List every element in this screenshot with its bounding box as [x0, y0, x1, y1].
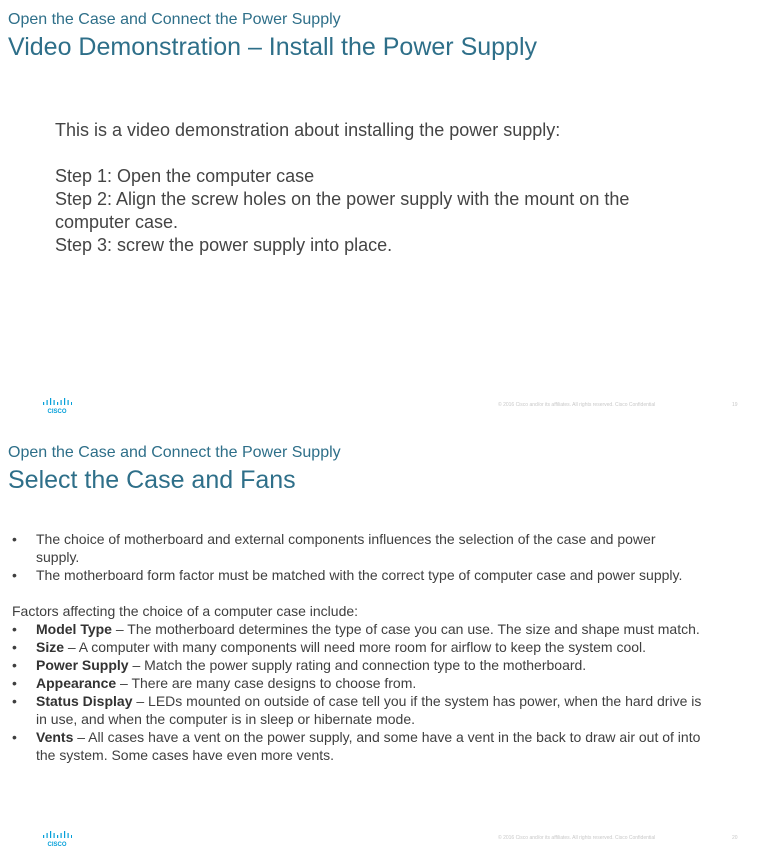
slide-select-case-and-fans — [0, 433, 768, 866]
factor-term: Appearance — [36, 675, 117, 691]
factor-term: Status Display — [36, 693, 133, 709]
page-number: 20 — [732, 835, 738, 841]
factors-list — [12, 620, 702, 764]
copyright-footer: © 2016 Cisco and/or its affiliates. All rights reserved. Cisco Confidential — [498, 402, 656, 408]
factor-text: – A computer with many components will need more room for airflow to keep the system cool. — [64, 639, 647, 655]
factor-term: Model Type — [36, 621, 112, 637]
list-item: • The choice of motherboard and external components influences the selection of the case and power supply. — [12, 530, 702, 566]
step-item: Step 2: Align the screw holes on the power supply with the mount on the computer case. — [55, 189, 630, 232]
factor-text: – There are many case designs to choose from. — [116, 675, 417, 691]
list-item — [12, 692, 702, 728]
slide-title: Video Demonstration – Install the Power Supply — [8, 33, 538, 61]
factor-term: Power Supply — [36, 657, 129, 673]
cisco-logo — [42, 397, 72, 415]
list-item: • The motherboard form factor must be matched with the correct type of computer case and power supply. — [12, 566, 702, 584]
factors-lead: Factors affecting the choice of a computer case include: — [12, 603, 359, 619]
step-item: Step 1: Open the computer case — [55, 166, 315, 186]
intro-bullets — [12, 530, 702, 584]
factor-text: – LEDs mounted on outside of case tell you if the system has power, when the hard drive is in use, and when the computer is in sleep or hibernate mode. — [36, 693, 702, 727]
factor-text: – Match the power supply rating and connection type to the motherboard. — [128, 657, 587, 673]
svg-text:CISCO: CISCO — [47, 842, 67, 848]
list-item — [12, 620, 702, 638]
factor-term: Vents — [36, 729, 74, 745]
video-description — [55, 119, 705, 257]
step-item: Step 3: screw the power supply into place. — [55, 235, 393, 255]
factor-text: – The motherboard determines the type of case you can use. The size and shape must match. — [111, 621, 700, 637]
slide-title: Select the Case and Fans — [8, 466, 296, 494]
list-item — [12, 638, 702, 656]
factor-text: – All cases have a vent on the power supply, and some have a vent in the back to draw air out of into the system. Some cases have even more vents. — [36, 729, 701, 763]
list-item — [12, 728, 702, 764]
page-number: 19 — [732, 402, 738, 408]
cisco-logo — [42, 830, 72, 848]
slide-subtitle: Open the Case and Connect the Power Supply — [8, 444, 341, 461]
slide-subtitle: Open the Case and Connect the Power Supply — [8, 11, 341, 28]
list-item — [12, 674, 702, 692]
video-intro: This is a video demonstration about installing the power supply: — [55, 120, 561, 140]
copyright-footer: © 2016 Cisco and/or its affiliates. All rights reserved. Cisco Confidential — [498, 835, 656, 841]
slide-body — [12, 530, 702, 764]
factor-term: Size — [36, 639, 65, 655]
list-item — [12, 656, 702, 674]
svg-text:CISCO: CISCO — [47, 409, 67, 415]
